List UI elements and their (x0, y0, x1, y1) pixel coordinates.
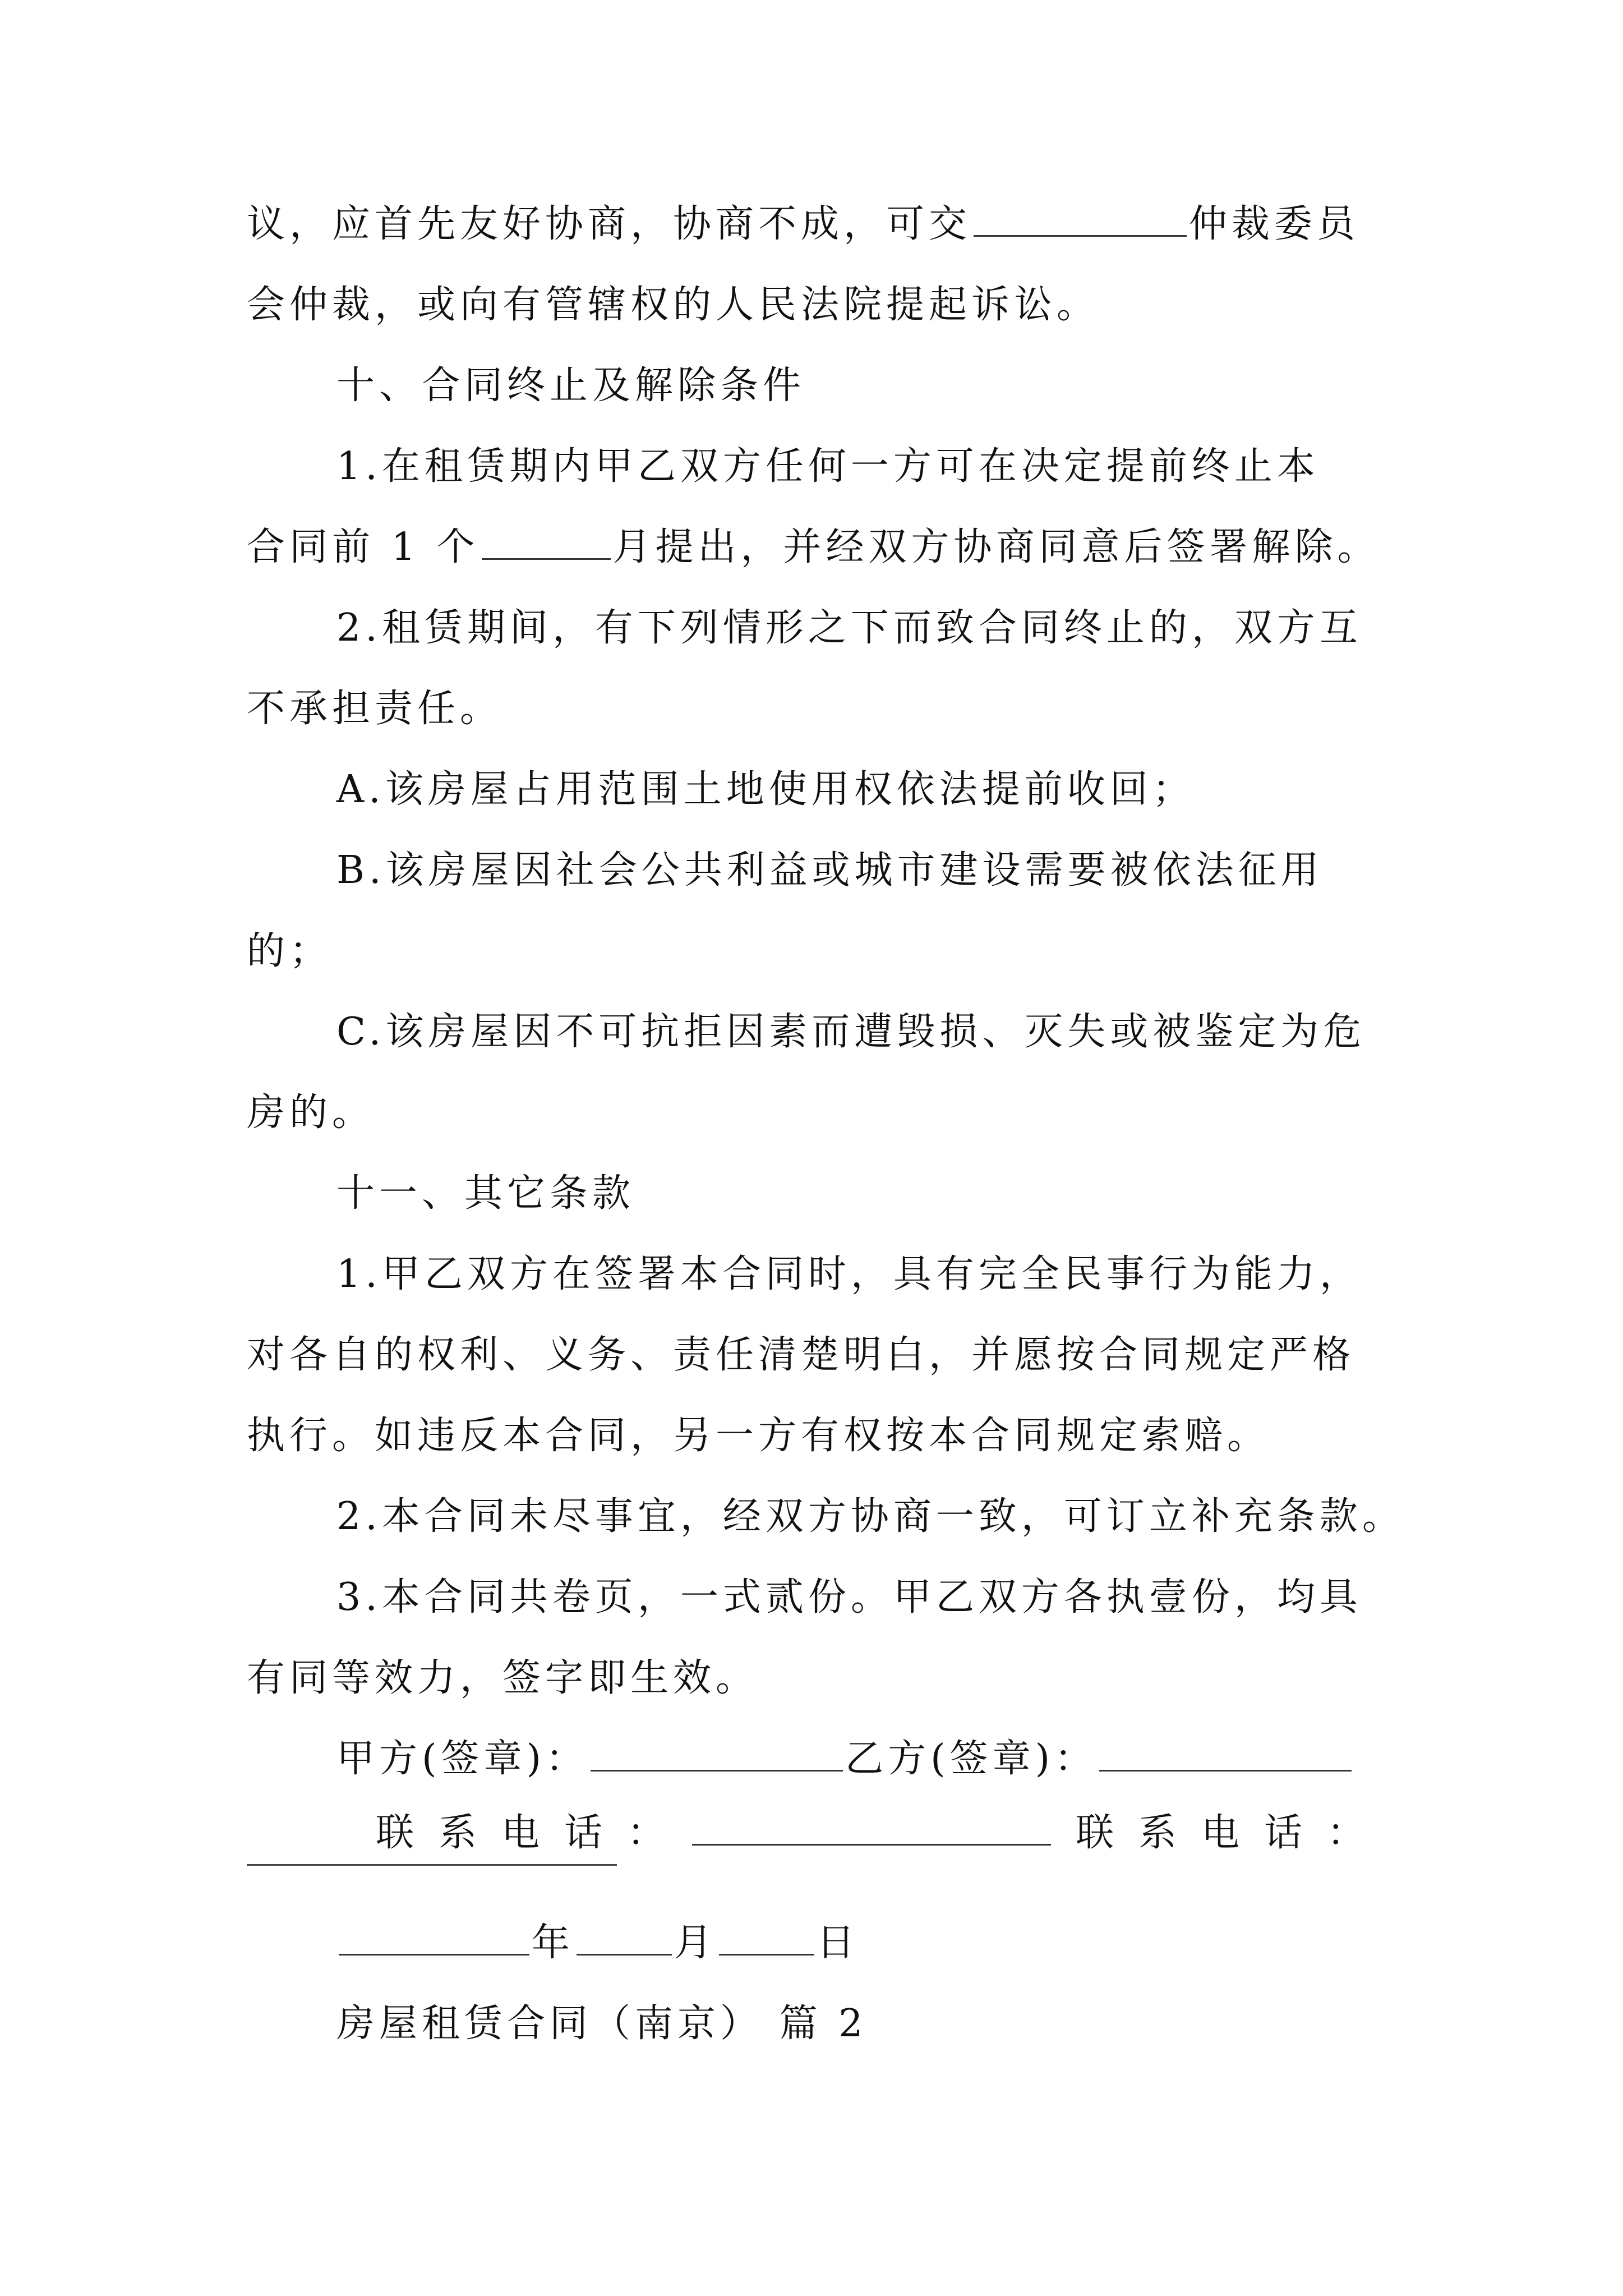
date-row (336, 1916, 859, 1970)
text-segment: 议，应首先友好协商，协商不成，可交 (247, 202, 972, 246)
party-b-phone-blank (247, 1864, 617, 1866)
phone-row (376, 1806, 1390, 1860)
list-item: B.该房屋因社会公共利益或城市建设需要被依法征用 (336, 848, 1324, 892)
paragraph-line: 3.本合同共卷页，一式贰份。甲乙双方各执壹份，均具 (336, 1575, 1362, 1619)
paragraph-line: 1.在租赁期内甲乙双方任何一方可在决定提前终止本 (336, 444, 1320, 489)
paragraph-line: 对各自的权利、义务、责任清楚明白，并愿按合同规定严格 (247, 1333, 1355, 1377)
paragraph-line: 1.甲乙双方在签署本合同时，具有完全民事行为能力， (336, 1252, 1362, 1296)
fill-in-blank (482, 523, 611, 560)
list-item: C.该房屋因不可抗拒因素而遭毁损、灭失或被鉴定为危 (336, 1010, 1366, 1054)
next-document-title: 房屋租赁合同（南京） 篇 2 (336, 2001, 868, 2046)
party-b-signature-blank (1099, 1735, 1352, 1772)
party-a-signature-label: 甲方(签章)： (336, 1737, 589, 1781)
signature-row (336, 1732, 1354, 1786)
day-blank (719, 1919, 814, 1955)
text-segment: 仲裁委员 (1189, 202, 1360, 246)
fill-in-blank (974, 200, 1187, 237)
paragraph-line: 不承担责任。 (247, 687, 503, 731)
paragraph-line (247, 197, 1359, 251)
month-blank (577, 1919, 672, 1955)
text-segment: 合同前 1 个 (247, 525, 479, 569)
paragraph-line: 会仲裁，或向有管辖权的人民法院提起诉讼。 (247, 283, 1100, 327)
list-item: A.该房屋占用范围土地使用权依法提前收回； (336, 767, 1195, 812)
paragraph-line: 2.租赁期间，有下列情形之下而致合同终止的，双方互 (336, 606, 1362, 650)
month-label: 月 (674, 1921, 717, 1965)
party-b-signature-label: 乙方(签章)： (845, 1737, 1098, 1781)
year-blank (339, 1919, 529, 1955)
paragraph-line: 的； (247, 929, 333, 973)
text-segment: 月提出，并经双方协商同意后签署解除。 (612, 525, 1380, 569)
year-label: 年 (532, 1921, 575, 1965)
paragraph-line: 房的。 (247, 1091, 375, 1135)
day-label: 日 (817, 1921, 860, 1965)
paragraph-line: 2.本合同未尽事宜，经双方协商一致，可订立补充条款。 (336, 1494, 1405, 1539)
paragraph-line: 执行。如违反本合同，另一方有权按本合同规定索赔。 (247, 1414, 1270, 1458)
party-a-phone-label: 联系电话： (376, 1811, 690, 1855)
party-b-phone-label: 联系电话： (1076, 1811, 1390, 1855)
section-heading: 十一、其它条款 (336, 1171, 635, 1216)
paragraph-line (247, 521, 1380, 574)
party-a-phone-blank (692, 1809, 1051, 1846)
paragraph-line: 有同等效力，签字即生效。 (247, 1656, 759, 1700)
section-heading: 十、合同终止及解除条件 (336, 364, 806, 408)
party-a-signature-blank (591, 1735, 843, 1772)
